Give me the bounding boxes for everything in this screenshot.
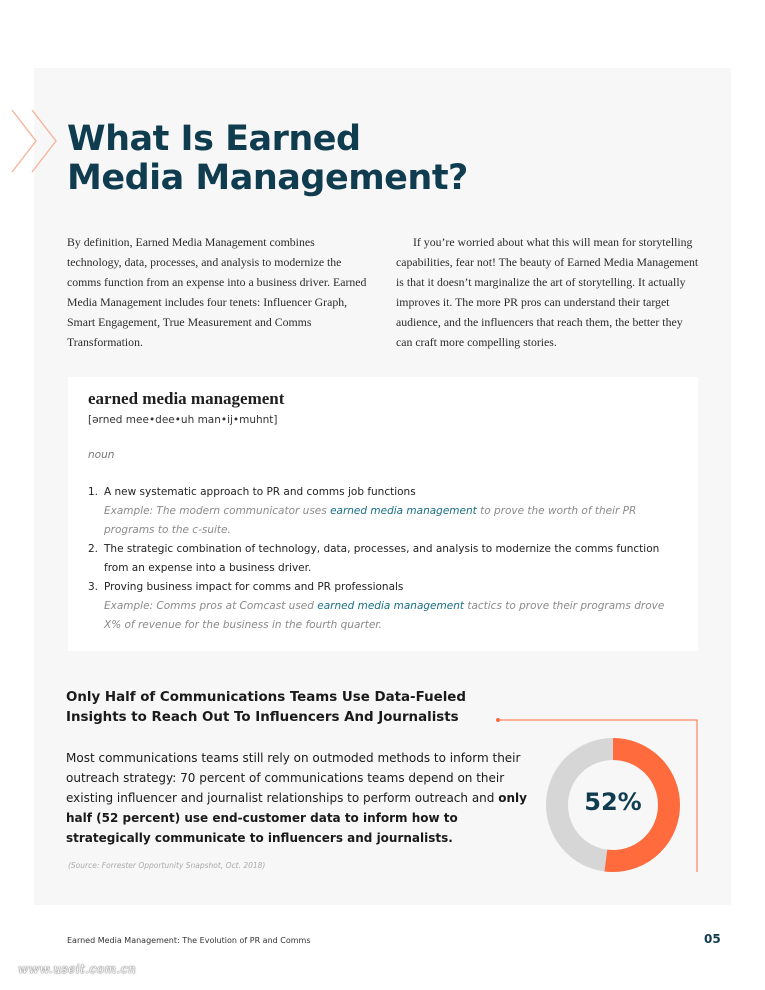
example-text: Example: Comms pros at Comcast used [104, 600, 318, 612]
page-title [67, 120, 468, 198]
definition-pronunciation: [ərned mee•dee•uh man•ij•muhnt] [88, 414, 278, 426]
stat-section-title: Only Half of Communications Teams Use Data-Fueled Insights to Reach Out To Influencers And Journalists [66, 690, 466, 725]
definition-example [104, 502, 678, 540]
definition-item-text: A new systematic approach to PR and comms job functions [104, 486, 416, 498]
watermark: www.useit.com.cn [18, 962, 137, 976]
definition-item [88, 578, 678, 635]
definition-item-text: The strategic combination of technology, data, processes, and analysis to modernize the comms function from an expense into a business driver. [104, 543, 660, 574]
example-text: Example: The modern communicator uses [104, 505, 331, 517]
definition-item-number: 3. [88, 581, 99, 593]
source-citation: (Source: Forrester Opportunity Snapshot, Oct. 2018) [68, 861, 266, 870]
stat-body-emphasis: only half (52 percent) use end-customer data to inform how to strategically communicate to influencers and journalists. [66, 791, 527, 845]
intro-left-paragraph: By definition, Earned Media Management combines technology, data, processes, and analysis to modernize the comms function from an expense into a business driver. Earned Media Management includes four tenets: Influencer Graph, Smart Engagement, True Measurement and Comms Transformation. [67, 235, 367, 349]
stat-body-text: Most communications teams still rely on outmoded methods to inform their outreach strategy: 70 percent of communications teams depend on their existing influencer and journalist relationships to perform outreach and [66, 751, 521, 805]
title-line-2: Media Management? [67, 158, 468, 198]
chevron-right-icon [10, 108, 60, 174]
definition-term: earned media management [88, 389, 285, 408]
example-highlight: earned media management [330, 505, 477, 517]
footer-title: Earned Media Management: The Evolution of PR and Comms [67, 936, 311, 945]
definition-list [88, 483, 678, 635]
example-highlight: earned media management [317, 600, 464, 612]
definition-item-text: Proving business impact for comms and PR professionals [104, 581, 404, 593]
title-line-1: What Is Earned [67, 119, 361, 159]
example-text: to prove the worth of their PR programs to the c-suite. [104, 505, 637, 536]
example-text: tactics to prove their programs drove X% of revenue for the business in the fourth quarter. [104, 600, 665, 631]
intro-right-paragraph: If you’re worried about what this will mean for storytelling capabilities, fear not! The beauty of Earned Media Management is that it doesn’t marginalize the art of storytelling. It actually improves it. The more PR pros can understand their target audience, and the influencers that reach them, the better they can craft more compelling stories. [396, 235, 699, 349]
definition-item-number: 1. [88, 486, 99, 498]
definition-item [88, 483, 678, 540]
definition-box [68, 377, 698, 651]
definition-item-number: 2. [88, 543, 99, 555]
stat-section-body [66, 748, 536, 848]
definition-part-of-speech: noun [88, 449, 115, 461]
definition-example [104, 597, 678, 635]
page-number: 05 [704, 932, 721, 946]
definition-item [88, 540, 678, 578]
donut-percentage-label: 52% [584, 788, 642, 816]
